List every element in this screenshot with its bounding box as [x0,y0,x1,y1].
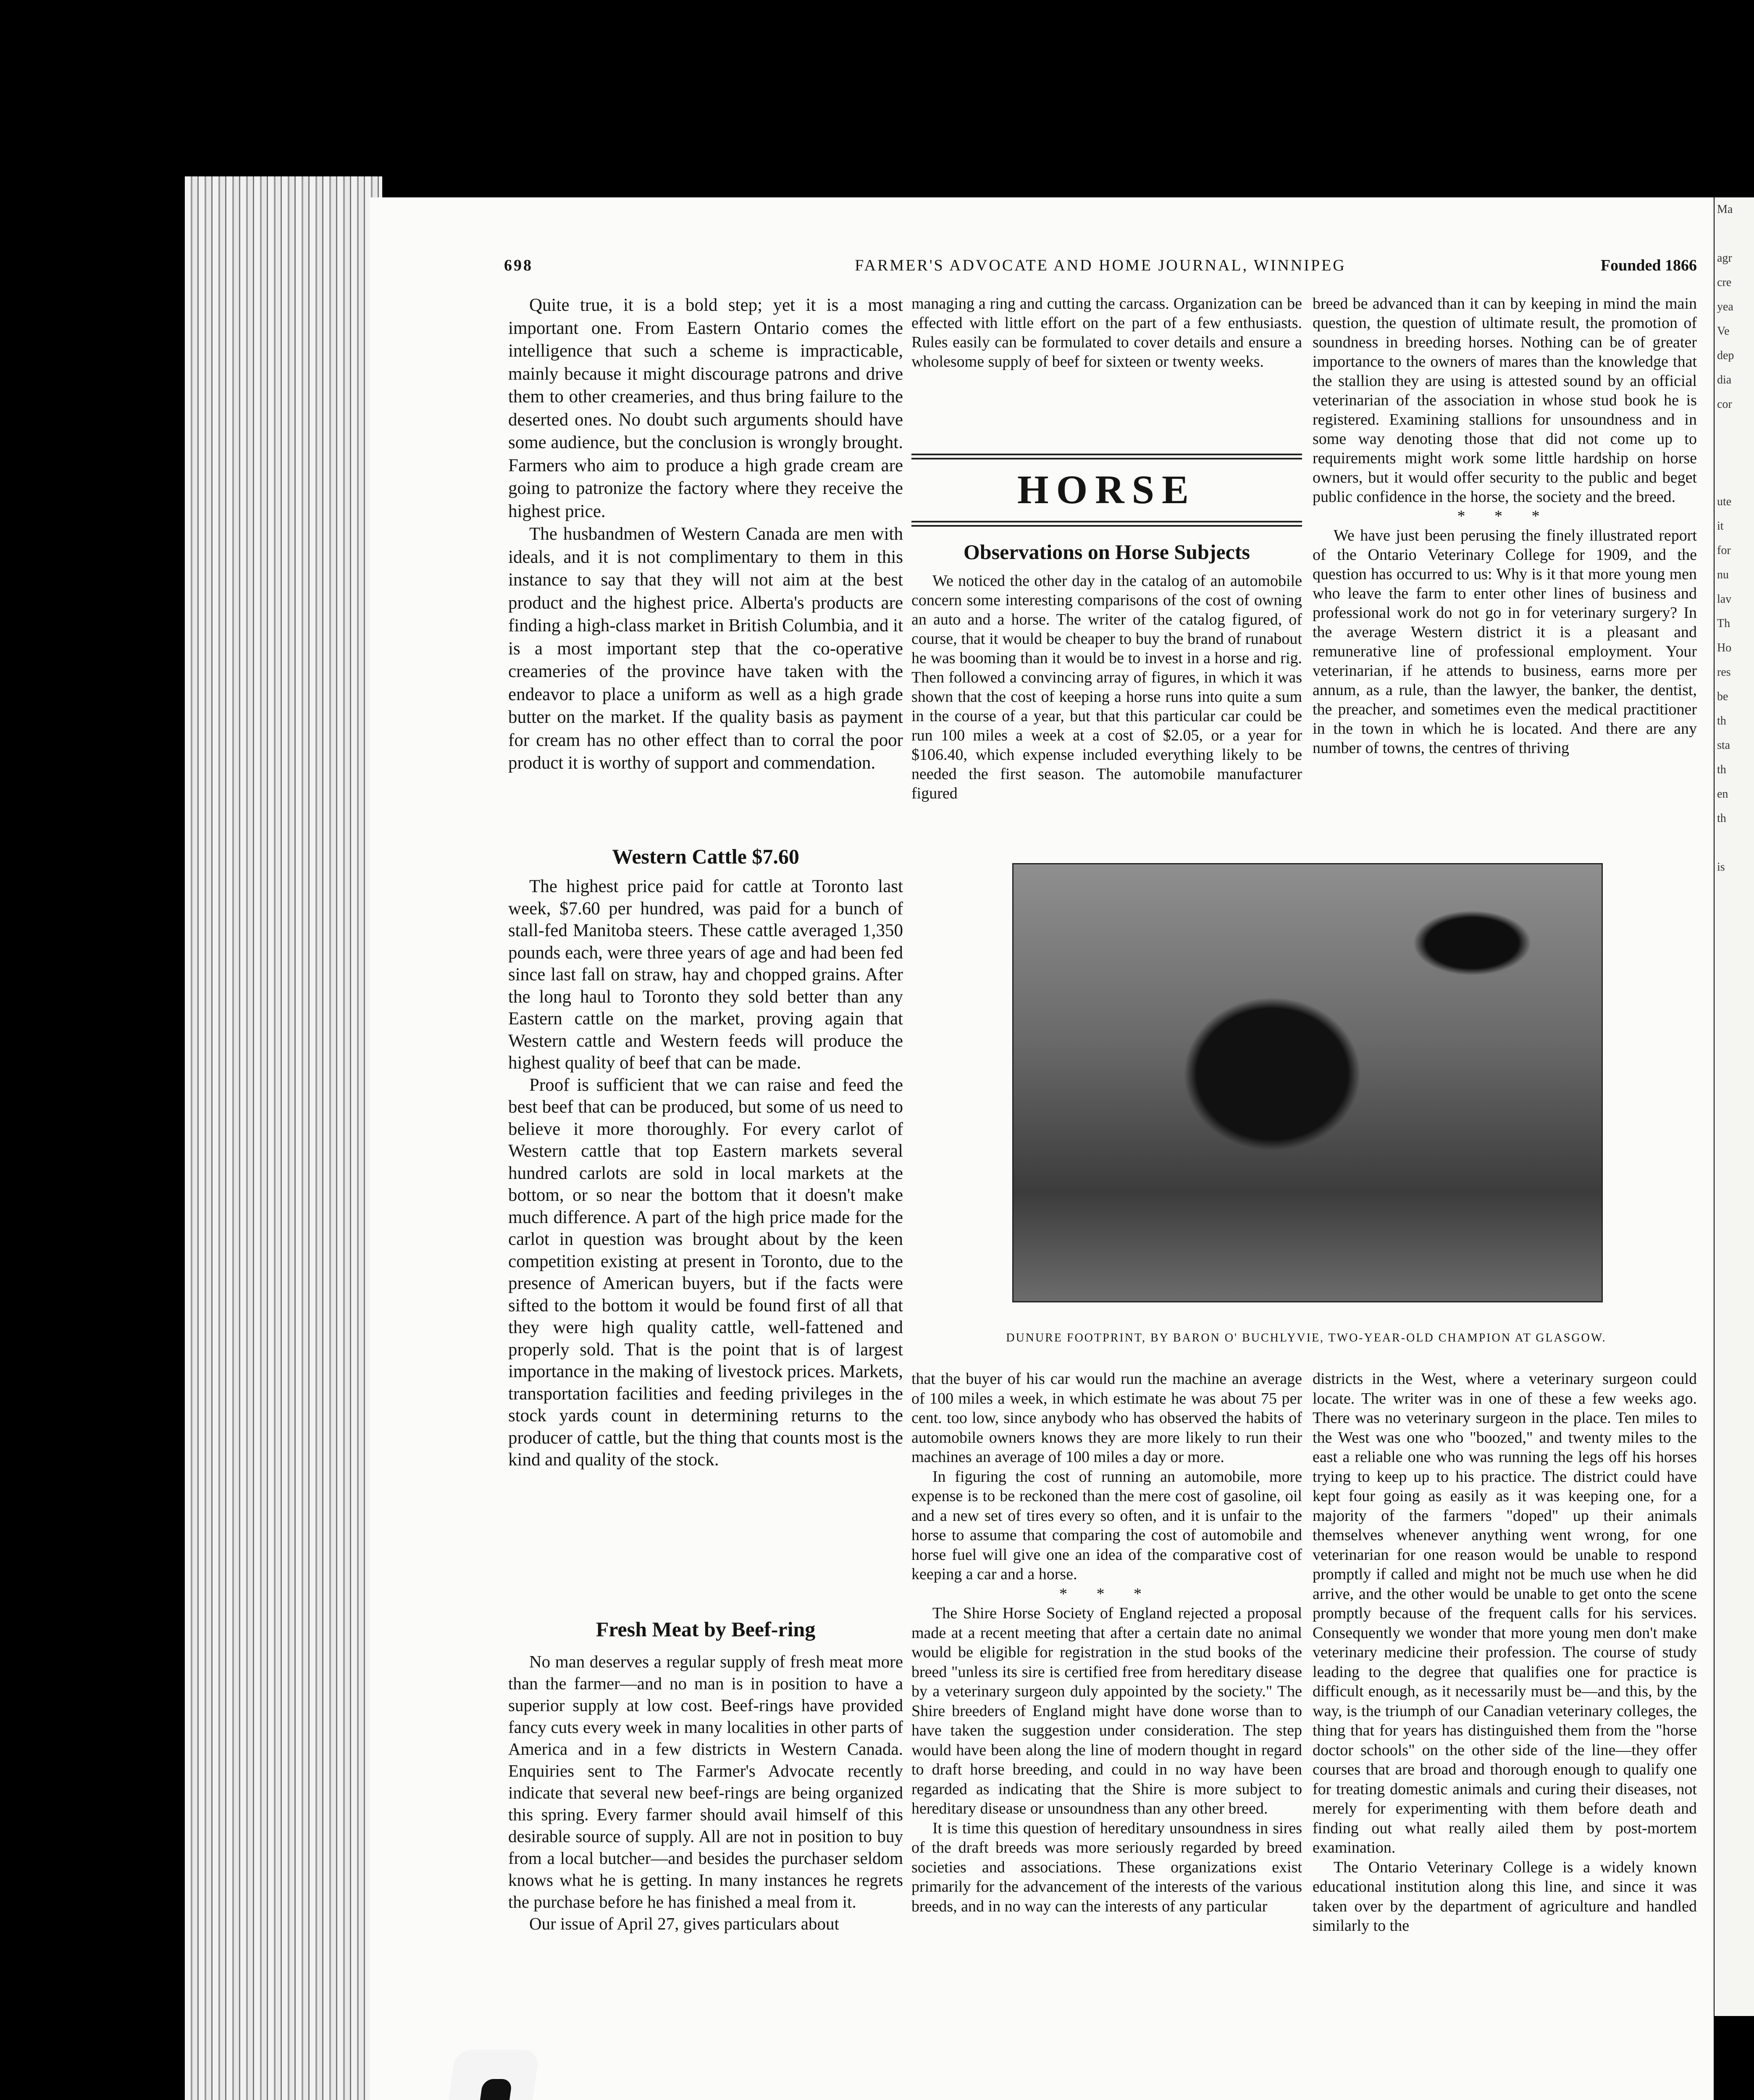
paragraph: The Ontario Veterinary College is a widely known educational institution along this line, and since it was taken over by the department of agriculture and handled similarly to the [1313,1858,1697,1935]
strip-fragment: Ho [1717,641,1732,654]
strip-fragment: dia [1717,373,1732,386]
strip-fragment: ute [1717,495,1732,508]
page-number: 698 [504,257,533,274]
strip-fragment [1715,417,1754,441]
western-cattle-article [508,876,903,1471]
western-cattle-heading: Western Cattle $7.60 [612,845,799,868]
paragraph: Quite true, it is a bold step; yet it is a most important one. From Eastern Ontario comes the intelligence that such a scheme is impracticable, mainly because it might discourage patrons and drive them to other creameries, and thus bring failure to the deserted ones. No doubt such arguments should have some audience, but the conclusion is wrongly brought. Farmers who aim to produce a high grade cream are going to patronize the factory where they receive the highest price. [508,295,903,521]
strip-fragment: be [1717,690,1728,703]
paragraph: No man deserves a regular supply of fresh meat more than the farmer—and no man is in position to have a superior supply at low cost. Beef-rings have provided fancy cuts every week in many localities in other parts of America and in a few districts in Western Canada. Enquiries sent to The Farmer's Advocate recently indicate that several new beef-rings are being organized this spring. Every farmer should avail himself of this desirable source of supply. All are not in position to buy from a local butcher—and besides the purchaser seldom knows what he is getting. In many instances he regrets the purchase before he has finished a meal from it. [508,1652,903,1911]
strip-fragment: it [1717,520,1724,533]
strip-fragment: Ve [1717,325,1730,338]
fresh-meat-article [508,1651,903,1935]
paragraph: The highest price paid for cattle at Toronto last week, $7.60 per hundred, was paid for a bunch of stall-fed Manitoba steers. These cattle averaged 1,350 pounds each, were three years of age and had been fed since last fall on straw, hay and chopped grains. After the long haul to Toronto they sold better than any Eastern cattle on the market, proving again that Western cattle and Western feeds will produce the highest quality of beef that can be made. [508,877,903,1073]
observations-article [911,571,1302,803]
separator-stars: * * * [1059,1585,1154,1603]
next-page-strip [1715,197,1754,2016]
strip-fragment: nu [1717,568,1729,581]
strip-fragment: en [1717,788,1728,801]
paragraph: The Shire Horse Society of England rejected a proposal made at a recent meeting that after a certain date no animal would be eligible for registration in the stud books of the breed "unless its sire is certified free from hereditary disease by a veterinary surgeon duly appointed by the society." The Shire breeders of England might have done worse than to have taken the suggestion under consideration. The step would have been along the line of modern thought in regard to draft horse breeding, and could in no way have been regarded as indicating that the Shire is more subject to hereditary disease or unsoundness than any other breed. [911,1604,1302,1817]
strip-fragment: dep [1717,349,1734,362]
paragraph: districts in the West, where a veterinary surgeon could locate. The writer was in one of these a few weeks ago. There was no veterinary surgeon in the place. Ten miles to the West was one who "boozed," and twenty miles to the east a reliable one who was running the legs off his horses trying to keep up to his practice. The district could have kept four going as easily as it was keeping one, for a majority of the farmers "doped" up their animals themselves whenever anything went wrong, for one veterinarian for one reason would be unable to respond promptly if called and might not be much use when he did arrive, and the other would be unable to get onto the scene promptly because of the frequent calls for his services. Consequently we wonder that more young men don't make veterinary medicine their profession. The course of study leading to the degree that qualifies one for practice is difficult enough, as it necessarily must be—and this, by the way, is the triumph of our Canadian veterinary colleges, the thing that for years has distinguished them from the "horse doctor schools" on the other side of the line—they offer courses that are broad and thorough enough to qualify one for treating domestic animals and curing their diseases, not merely for experimenting with them before death and finding out what really ailed them by post-mortem examination. [1313,1370,1697,1856]
paragraph: In figuring the cost of running an automobile, more expense is to be reckoned than the mere cost of gasoline, oil and a new set of tires every so often, and it is unfair to the horse to assume that comparing the cost of automobile and horse fuel will give one an idea of the comparative cost of keeping a car and a horse. [911,1467,1302,1583]
strip-fragment [1715,465,1754,490]
strip-fragment: yea [1717,300,1733,313]
paragraph: Our issue of April 27, gives particulars about [529,1914,839,1933]
strip-fragment: sta [1717,739,1730,752]
journal-title: FARMER'S ADVOCATE AND HOME JOURNAL, WINNIPEG [855,257,1346,274]
paragraph: managing a ring and cutting the carcass. Organization can be effected with little effort on the part of a few enthusiasts. Rules easily can be formulated to cover details and ensure a wholesome supply of beef for sixteen or twenty weeks. [911,295,1302,370]
horse-photograph [1012,863,1603,1302]
strip-fragment: Ma [1717,203,1733,216]
column-2-top [911,294,1302,371]
strip-fragment: th [1717,763,1726,776]
paragraph: breed be advanced than it can by keeping in mind the main question, the question of ultimate result, the promotion of soundness in breeding horses. Nothing can be of greater importance to the owners of mares than the knowledge that the stallion they are using is attested sound by an official veterinarian of the association in whose stud book he is registered. Examining stallions for unsoundness and in some way denoting those that did not come up to requirements might work some little hardship on horse owners, but it would offer security to the public and beget public confidence in the horse, the society and the breed. [1313,295,1697,506]
horse-section-banner [911,454,1302,529]
paragraph: Proof is sufficient that we can raise and feed the best beef that can be produced, but some of us need to believe it more thoroughly. For every carlot of Western cattle that top Eastern markets several hundred carlots are sold in local markets at the bottom, or so near the bottom that it doesn't make much difference. A part of the high price made for the carlot in question was brought about by the keen competition existing at present in Toronto, due to the presence of American buyers, but if the facts were sifted to the bottom it would be found first of all that they were high quality cattle, well-fattened and properly sold. That is the point that is of largest importance in the making of livestock prices. Markets, transportation facilities and feeding privileges in the stock yards count in determining returns to the producer of cattle, but the thing that counts most is the kind and quality of the stock. [508,1075,903,1470]
strip-fragment: agr [1717,252,1732,265]
strip-fragment: is [1717,861,1725,874]
paragraph: We have just been perusing the finely illustrated report of the Ontario Veterinary College for 1909, and the question has occurred to us: Why is it that more young men who leave the farm to enter other lines of business and professional work do not go in for veterinary surgery? In the average Western district it is a pleasant and remunerative line of professional employment. Your veterinarian, if he attends to business, earns more per annum, as a rule, than the lawyer, the banker, the dentist, the preacher, and sometimes even the medical practitioner in the town in which he is located. And there are any number of towns, the centres of thriving [1313,527,1697,757]
founded-note: Founded 1866 [1600,257,1697,274]
strip-fragment: th [1717,812,1726,825]
strip-fragment: lav [1717,593,1732,606]
paragraph: We noticed the other day in the catalog of an automobile concern some interesting comparisons of the cost of owning an auto and a horse. The writer of the catalog figured, of course, that it would be cheaper to buy the brand of runabout he was booming than it would be to invest in a horse and rig. Then followed a convincing array of figures, in which it was shown that the cost of keeping a horse runs into quite a sum in the course of a year, but that this particular car could be run 100 miles a week at a cost of $2.05, or a year for $106.40, which expense included everything likely to be needed the first season. The automobile manufacturer figured [911,572,1302,802]
section-title: HORSE [1017,467,1197,512]
strip-fragment: for [1717,544,1731,557]
observations-heading: Observations on Horse Subjects [964,540,1250,564]
paragraph: It is time this question of hereditary unsoundness in sires of the draft breeds was more seriously regarded by breed societies and associations. These organizations exist primarily for the advancement of the interests of the various breeds, and in no way can the interests of any particular [911,1819,1302,1915]
column-3-top [1313,294,1697,758]
book-page-edges [185,176,382,2100]
separator-stars: * * * [1457,507,1552,525]
strip-fragment: th [1717,714,1726,727]
running-head [504,256,1697,281]
strip-fragment: cor [1717,398,1732,411]
strip-fragment [1715,831,1754,855]
strip-fragment [1715,222,1754,246]
column-2-lower [911,1369,1302,1916]
strip-fragment: cre [1717,276,1732,289]
paragraph: The husbandmen of Western Canada are men with ideals, and it is not complimentary to them in this instance to say that they will not aim at the best product and the highest price. Alberta's products are finding a high-class market in British Columbia, and it is a most important step that the co-operative creameries of the province have taken with the endeavor to place a uniform as well as a high grade butter on the market. If the quality basis as payment for cream has no other effect than to corral the poor product it is worthy of support and commendation. [508,524,903,773]
column-1-top [508,294,903,775]
strip-fragment [1715,441,1754,465]
strip-fragment: Th [1717,617,1730,630]
column-3-lower [1313,1369,1697,1936]
paragraph: that the buyer of his car would run the machine an average of 100 miles a week, in which estimate he was about 75 per cent. too low, since anybody who has observed the habits of automobile owners knows they are more likely to run their machines an average of 100 miles a day or more. [911,1370,1302,1466]
fresh-meat-heading: Fresh Meat by Beef-ring [596,1617,816,1641]
strip-fragment: res [1717,666,1731,679]
photo-caption: DUNURE FOOTPRINT, BY BARON O' BUCHLYVIE, TWO-YEAR-OLD CHAMPION AT GLASGOW. [1006,1331,1607,1344]
